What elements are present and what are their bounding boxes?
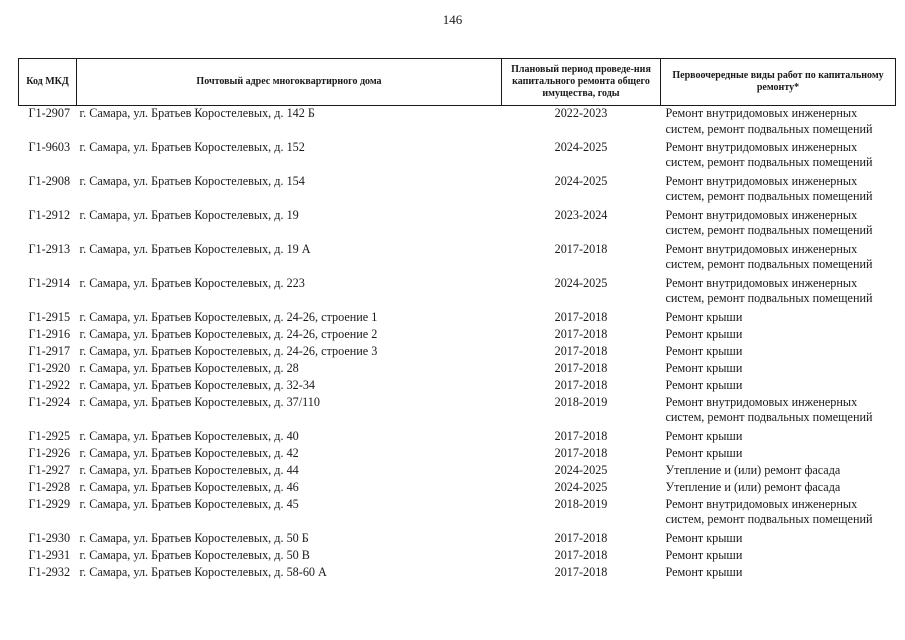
cell-period: 2017-2018 [554,564,608,579]
cell-works: Ремонт крыши [665,547,743,562]
cell-period: 2024-2025 [554,275,608,290]
cell-address: г. Самара, ул. Братьев Коростелевых, д. 40 [79,428,299,443]
cell-code: Г1-2917 [28,343,71,358]
cell-period: 2017-2018 [554,377,608,392]
table-row [19,140,896,174]
cell-address: г. Самара, ул. Братьев Коростелевых, д. 223 [79,275,305,290]
cell-address: г. Самара, ул. Братьев Коростелевых, д. 28 [79,360,299,375]
cell-address: г. Самара, ул. Братьев Коростелевых, д. 58-60 А [79,564,327,579]
header-period: Плановый период проведе-ния капитального ремонта общего имущества, годы [502,59,661,106]
cell-period: 2023-2024 [554,207,608,222]
cell-code: Г1-2915 [28,309,71,324]
cell-address: г. Самара, ул. Братьев Коростелевых, д. 24-26, строение 1 [79,309,378,324]
cell-works: Ремонт крыши [665,445,743,460]
cell-period: 2017-2018 [554,343,608,358]
cell-code: Г1-2914 [28,275,71,290]
cell-code: Г1-2924 [28,394,71,409]
cell-address: г. Самара, ул. Братьев Коростелевых, д. 24-26, строение 2 [79,326,378,341]
cell-period: 2024-2025 [554,139,608,154]
cell-period: 2017-2018 [554,241,608,256]
header-works: Первоочередные виды работ по капитальному ремонту* [661,59,896,106]
cell-address: г. Самара, ул. Братьев Коростелевых, д. 19 А [79,241,311,256]
cell-code: Г1-2929 [28,496,71,511]
cell-works: Ремонт крыши [665,326,743,341]
cell-period: 2017-2018 [554,530,608,545]
table-row [19,463,896,480]
cell-code: Г1-2920 [28,360,71,375]
table-row [19,242,896,276]
cell-code: Г1-2927 [28,462,71,477]
cell-code: Г1-2930 [28,530,71,545]
cell-works: Ремонт внутридомовых инженерных систем, ремонт подвальных помещений [665,173,873,203]
cell-address: г. Самара, ул. Братьев Коростелевых, д. 50 Б [79,530,309,545]
header-code: Код МКД [19,59,77,106]
table-row [19,395,896,429]
cell-period: 2017-2018 [554,309,608,324]
table-row [19,429,896,446]
capital-repair-table [18,58,896,582]
cell-period: 2017-2018 [554,326,608,341]
table-row [19,344,896,361]
cell-works: Ремонт внутридомовых инженерных систем, ремонт подвальных помещений [665,394,873,424]
cell-code: Г1-2932 [28,564,71,579]
cell-works: Ремонт крыши [665,530,743,545]
table-header [19,59,896,106]
cell-period: 2017-2018 [554,360,608,375]
table-row [19,361,896,378]
cell-code: Г1-2922 [28,377,71,392]
table-row [19,446,896,463]
cell-code: Г1-2916 [28,326,71,341]
cell-address: г. Самара, ул. Братьев Коростелевых, д. 37/110 [79,394,320,409]
cell-works: Ремонт внутридомовых инженерных систем, ремонт подвальных помещений [665,496,873,526]
cell-period: 2024-2025 [554,173,608,188]
cell-period: 2017-2018 [554,547,608,562]
table-row [19,106,896,140]
cell-address: г. Самара, ул. Братьев Коростелевых, д. 44 [79,462,299,477]
cell-address: г. Самара, ул. Братьев Коростелевых, д. 24-26, строение 3 [79,343,378,358]
table-row [19,565,896,582]
cell-address: г. Самара, ул. Братьев Коростелевых, д. 142 Б [79,106,315,120]
cell-works: Утепление и (или) ремонт фасада [665,462,841,477]
cell-works: Ремонт крыши [665,377,743,392]
cell-period: 2024-2025 [554,479,608,494]
cell-period: 2022-2023 [554,106,608,120]
cell-works: Утепление и (или) ремонт фасада [665,479,841,494]
page-number: 146 [442,12,463,27]
header-address: Почтовый адрес многоквартирного дома [77,59,502,106]
cell-works: Ремонт внутридомовых инженерных систем, ремонт подвальных помещений [665,139,873,169]
cell-address: г. Самара, ул. Братьев Коростелевых, д. 46 [79,479,299,494]
cell-works: Ремонт крыши [665,343,743,358]
cell-works: Ремонт внутридомовых инженерных систем, ремонт подвальных помещений [665,241,873,271]
cell-code: Г1-2928 [28,479,71,494]
cell-works: Ремонт крыши [665,428,743,443]
table-row [19,497,896,531]
table-row [19,480,896,497]
table-row [19,310,896,327]
table-row [19,276,896,310]
cell-works: Ремонт внутридомовых инженерных систем, ремонт подвальных помещений [665,207,873,237]
cell-code: Г1-9603 [28,139,71,154]
cell-code: Г1-2926 [28,445,71,460]
cell-works: Ремонт крыши [665,564,743,579]
cell-address: г. Самара, ул. Братьев Коростелевых, д. 32-34 [79,377,316,392]
cell-address: г. Самара, ул. Братьев Коростелевых, д. 45 [79,496,299,511]
cell-code: Г1-2913 [28,241,71,256]
cell-code: Г1-2907 [28,106,71,120]
table-row [19,174,896,208]
cell-code: Г1-2908 [28,173,71,188]
cell-address: г. Самара, ул. Братьев Коростелевых, д. 42 [79,445,299,460]
table-row [19,208,896,242]
table-row [19,548,896,565]
cell-works: Ремонт крыши [665,360,743,375]
cell-address: г. Самара, ул. Братьев Коростелевых, д. 154 [79,173,305,188]
cell-code: Г1-2912 [28,207,71,222]
table-row [19,531,896,548]
table-body [19,106,896,582]
cell-period: 2018-2019 [554,496,608,511]
cell-address: г. Самара, ул. Братьев Коростелевых, д. 50 В [79,547,310,562]
cell-period: 2024-2025 [554,462,608,477]
table-row [19,327,896,344]
cell-code: Г1-2931 [28,547,71,562]
cell-address: г. Самара, ул. Братьев Коростелевых, д. 19 [79,207,299,222]
cell-address: г. Самара, ул. Братьев Коростелевых, д. 152 [79,139,305,154]
cell-works: Ремонт внутридомовых инженерных систем, ремонт подвальных помещений [665,275,873,305]
cell-period: 2017-2018 [554,445,608,460]
cell-works: Ремонт внутридомовых инженерных систем, ремонт подвальных помещений [665,106,873,136]
cell-code: Г1-2925 [28,428,71,443]
cell-period: 2017-2018 [554,428,608,443]
table-row [19,378,896,395]
cell-works: Ремонт крыши [665,309,743,324]
cell-period: 2018-2019 [554,394,608,409]
